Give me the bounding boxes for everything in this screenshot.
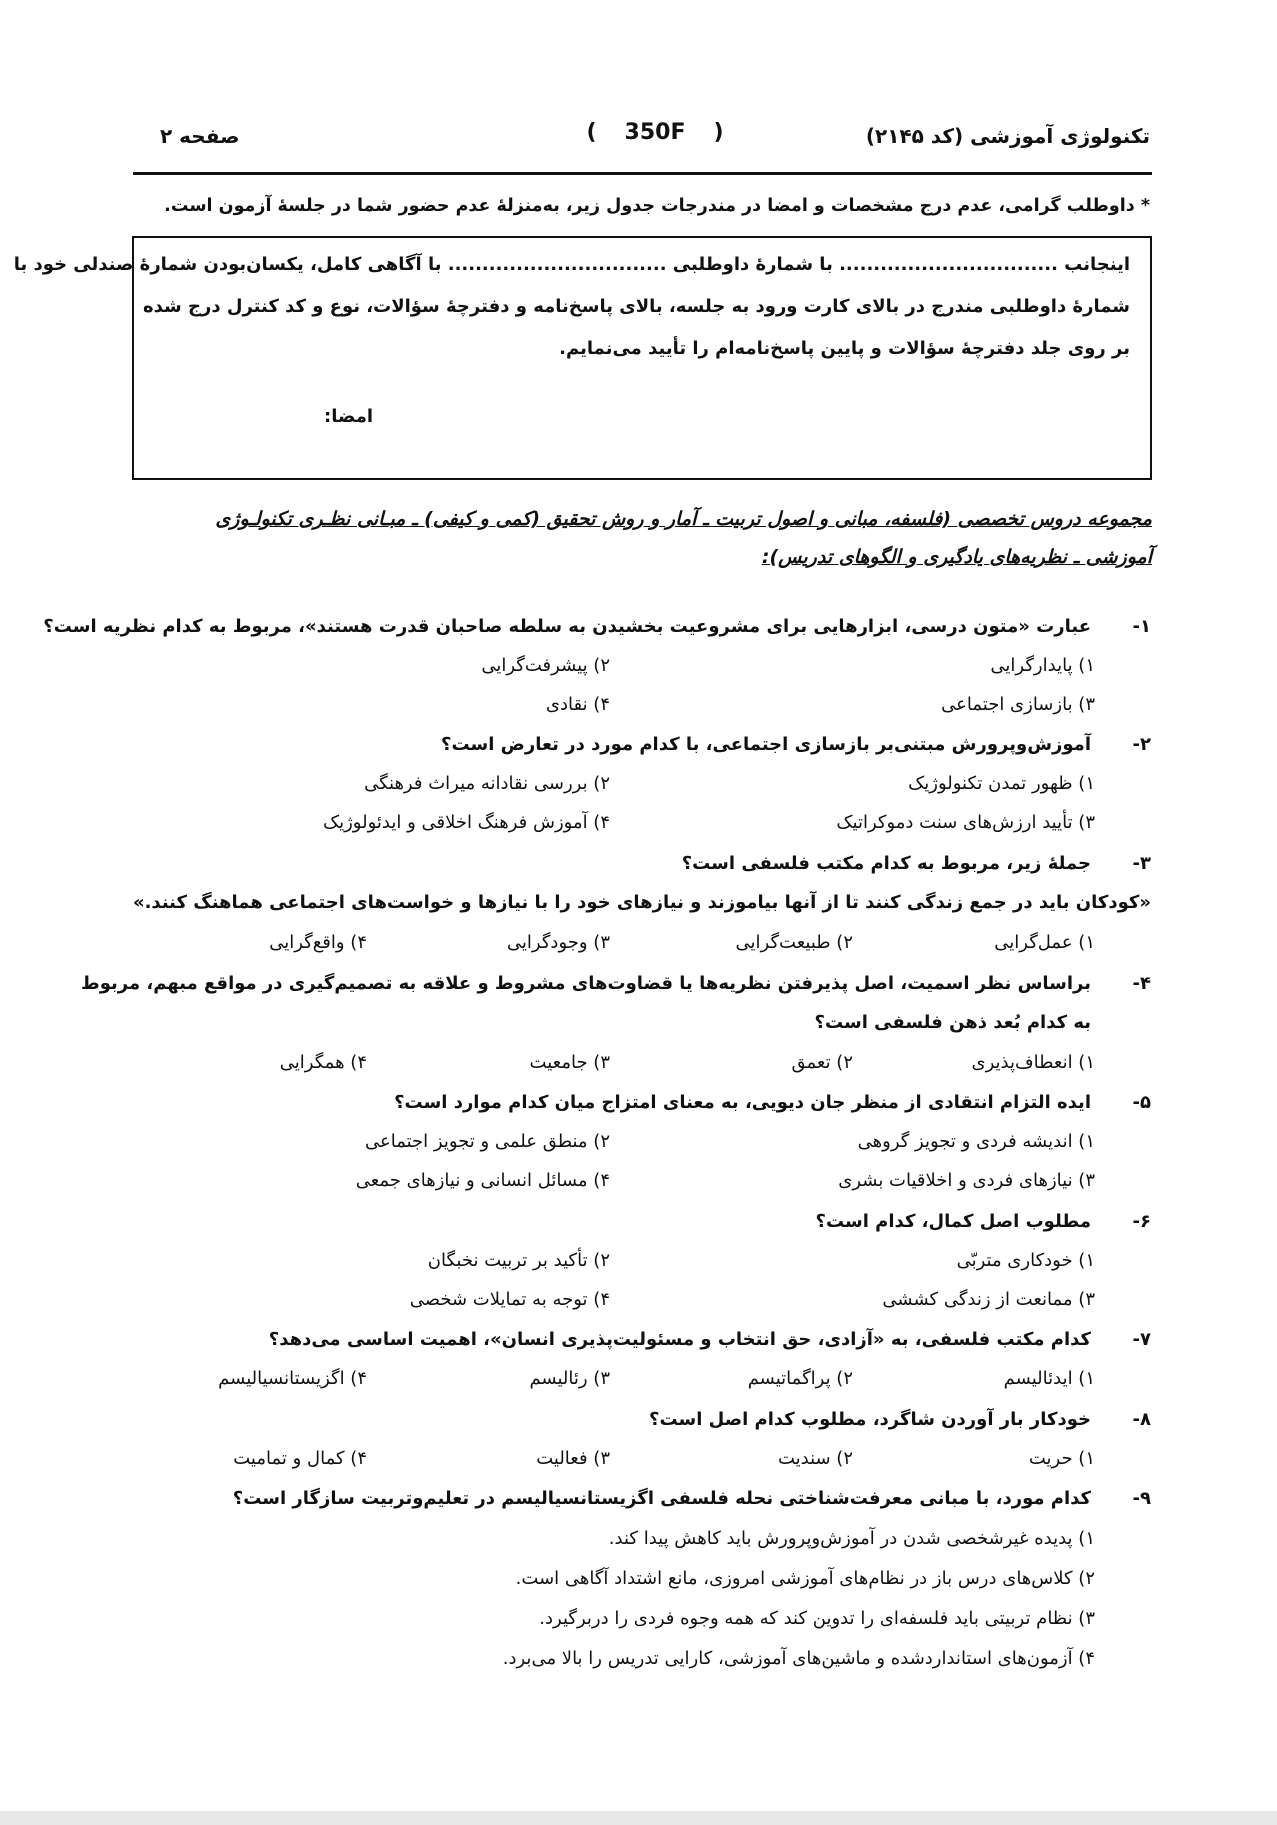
- question-number: ۸-: [1132, 1409, 1151, 1430]
- paren-right: ): [713, 120, 724, 145]
- option-1: ۱) ایدئالیسم: [1003, 1368, 1095, 1389]
- option-1: ۱) حریت: [1028, 1448, 1095, 1469]
- option-2: ۲) پراگماتیسم: [747, 1368, 853, 1389]
- option-2: ۲) تأکید بر تربیت نخبگان: [427, 1250, 610, 1271]
- question-stem: براساس نظر اسمیت، اصل پذیرفتن نظریه‌ها یا قضاوت‌های مشروط و علاقه به تصمیم‌گیری در مواقع مبهم، مربوط: [81, 973, 1091, 994]
- option-3: ۳) وجودگرایی: [506, 932, 610, 953]
- option-4: ۴) توجه به تمایلات شخصی: [409, 1289, 610, 1310]
- option-4: ۴) واقع‌گرایی: [269, 932, 367, 953]
- question-number: ۳-: [1132, 853, 1151, 874]
- question-number: ۴-: [1132, 973, 1151, 994]
- option-1: ۱) خودکاری متربّی: [956, 1250, 1095, 1271]
- option-4: ۴) اگزیستانسیالیسم: [218, 1368, 367, 1389]
- question-stem-continued: به کدام بُعد ذهن فلسفی است؟: [814, 1012, 1091, 1033]
- option-3: ۳) تأیید ارزش‌های سنت دموکراتیک: [836, 812, 1095, 833]
- question-number: ۵-: [1132, 1092, 1151, 1113]
- declaration-line-1: اینجانب ................................ با شمارهٔ داوطلبی ................................ با آگاهی کامل، یکسان‌بودن شمارهٔ صندلی خود با: [13, 254, 1130, 275]
- paren-left: (: [586, 120, 597, 145]
- question-stem: خودکار بار آوردن شاگرد، مطلوب کدام اصل است؟: [649, 1409, 1091, 1430]
- option-2: ۲) بررسی نقادانه میراث فرهنگی: [364, 773, 610, 794]
- option-2: ۲) تعمق: [791, 1052, 853, 1073]
- section-title: [122, 500, 1152, 576]
- section-title-line-1: مجموعه دروس تخصصی (فلسفه، مبانی و اصول تربیت ـ آمار و روش تحقیق (کمی و کیفی) ـ مبـانی نظـری تکنولـوژی: [215, 508, 1152, 530]
- page-header: [160, 118, 1150, 158]
- booklet-code-value: 350F: [624, 120, 686, 145]
- option-2: ۲) سندیت: [777, 1448, 853, 1469]
- option-4: ۴) همگرایی: [279, 1052, 367, 1073]
- option-4: ۴) کمال و تمامیت: [233, 1448, 367, 1469]
- option-4: ۴) آزمون‌های استانداردشده و ماشین‌های آموزشی، کارایی تدریس را بالا می‌برد.: [502, 1648, 1095, 1669]
- question-stem: عبارت «متون درسی، ابزارهایی برای مشروعیت بخشیدن به سلطه صاحبان قدرت هستند»، مربوط به کدام نظریه است؟: [43, 616, 1091, 637]
- declaration-box: [13, 236, 1152, 480]
- question-number: ۹-: [1132, 1488, 1151, 1509]
- question-number: ۲-: [1132, 734, 1151, 755]
- question-stem: کدام مورد، با مبانی معرفت‌شناختی نحله فلسفی اگزیستانسیالیسم در تعلیم‌وتربیت سازگار است؟: [232, 1488, 1091, 1509]
- declaration-line-2: شمارهٔ داوطلبی مندرج در بالای کارت ورود به جلسه، بالای پاسخ‌نامه و دفترچهٔ سؤالات، نوع و کد کنترل درج شده: [143, 296, 1130, 317]
- option-1: ۱) ظهور تمدن تکنولوژیک: [908, 773, 1095, 794]
- option-2: ۲) منطق علمی و تجویز اجتماعی: [364, 1131, 610, 1152]
- question-stem: جملهٔ زیر، مربوط به کدام مکتب فلسفی است؟: [681, 853, 1091, 874]
- option-1: ۱) پایدارگرایی: [990, 655, 1095, 676]
- option-2: ۲) پیشرفت‌گرایی: [481, 655, 610, 676]
- page-number: صفحه ۲: [160, 124, 240, 148]
- option-3: ۳) بازسازی اجتماعی: [941, 694, 1095, 715]
- page-bottom-strip: [0, 1811, 1277, 1825]
- question-stem: ایده التزام انتقادی از منظر جان دیویی، به معنای امتزاج میان کدام موارد است؟: [394, 1092, 1091, 1113]
- question-stem: آموزش‌وپرورش مبتنی‌بر بازسازی اجتماعی، با کدام مورد در تعارض است؟: [441, 734, 1091, 755]
- option-4: ۴) نقادی: [545, 694, 610, 715]
- option-3: ۳) نیازهای فردی و اخلاقیات بشری: [838, 1170, 1095, 1191]
- option-1: ۱) پدیده غیرشخصی شدن در آموزش‌وپرورش باید کاهش پیدا کند.: [608, 1528, 1095, 1549]
- option-3: ۳) ممانعت از زندگی کششی: [882, 1289, 1095, 1310]
- option-3: ۳) نظام تربیتی باید فلسفه‌ای را تدوین کند که همه وجوه فردی را دربرگیرد.: [539, 1608, 1095, 1629]
- booklet-code: [160, 120, 1150, 145]
- exam-title: تکنولوژی آموزشی (کد ۲۱۴۵): [865, 124, 1150, 148]
- option-3: ۳) فعالیت: [536, 1448, 610, 1469]
- option-4: ۴) مسائل انسانی و نیازهای جمعی: [355, 1170, 610, 1191]
- option-4: ۴) آموزش فرهنگ اخلاقی و ایدئولوژیک: [322, 812, 610, 833]
- option-3: ۳) جامعیت: [529, 1052, 610, 1073]
- signature-label: امضا:: [324, 406, 374, 427]
- option-1: ۱) اندیشه فردی و تجویز گروهی: [857, 1131, 1095, 1152]
- declaration-line-3: بر روی جلد دفترچهٔ سؤالات و پایین پاسخ‌نامه‌ام را تأیید می‌نمایم.: [559, 338, 1130, 359]
- question-quote: «کودکان باید در جمع زندگی کنند تا از آنها بیاموزند و نیازهای خود را با نیازها و خواست‌های اجتماعی هماهنگ کنند.»: [132, 892, 1151, 913]
- question-stem: کدام مکتب فلسفی، به «آزادی، حق انتخاب و مسئولیت‌پذیری انسان»، اهمیت اساسی می‌دهد؟: [268, 1329, 1091, 1350]
- option-1: ۱) عمل‌گرایی: [994, 932, 1095, 953]
- section-title-line-2: آموزشی ـ نظریه‌های یادگیری و الگوهای تدریس):: [761, 546, 1152, 568]
- option-1: ۱) انعطاف‌پذیری: [971, 1052, 1095, 1073]
- option-2: ۲) کلاس‌های درس باز در نظام‌های آموزشی امروزی، مانع اشتداد آگاهی است.: [515, 1568, 1095, 1589]
- candidate-notice: * داوطلب گرامی، عدم درج مشخصات و امضا در مندرجات جدول زیر، به‌منزلهٔ عدم حضور شما در جلسهٔ آزمون است.: [164, 196, 1150, 216]
- question-number: ۱-: [1132, 616, 1151, 637]
- option-2: ۲) طبیعت‌گرایی: [735, 932, 853, 953]
- header-divider: [133, 172, 1152, 175]
- question-number: ۷-: [1132, 1329, 1151, 1350]
- question-stem: مطلوب اصل کمال، کدام است؟: [815, 1211, 1091, 1232]
- option-3: ۳) رئالیسم: [529, 1368, 610, 1389]
- question-number: ۶-: [1132, 1211, 1151, 1232]
